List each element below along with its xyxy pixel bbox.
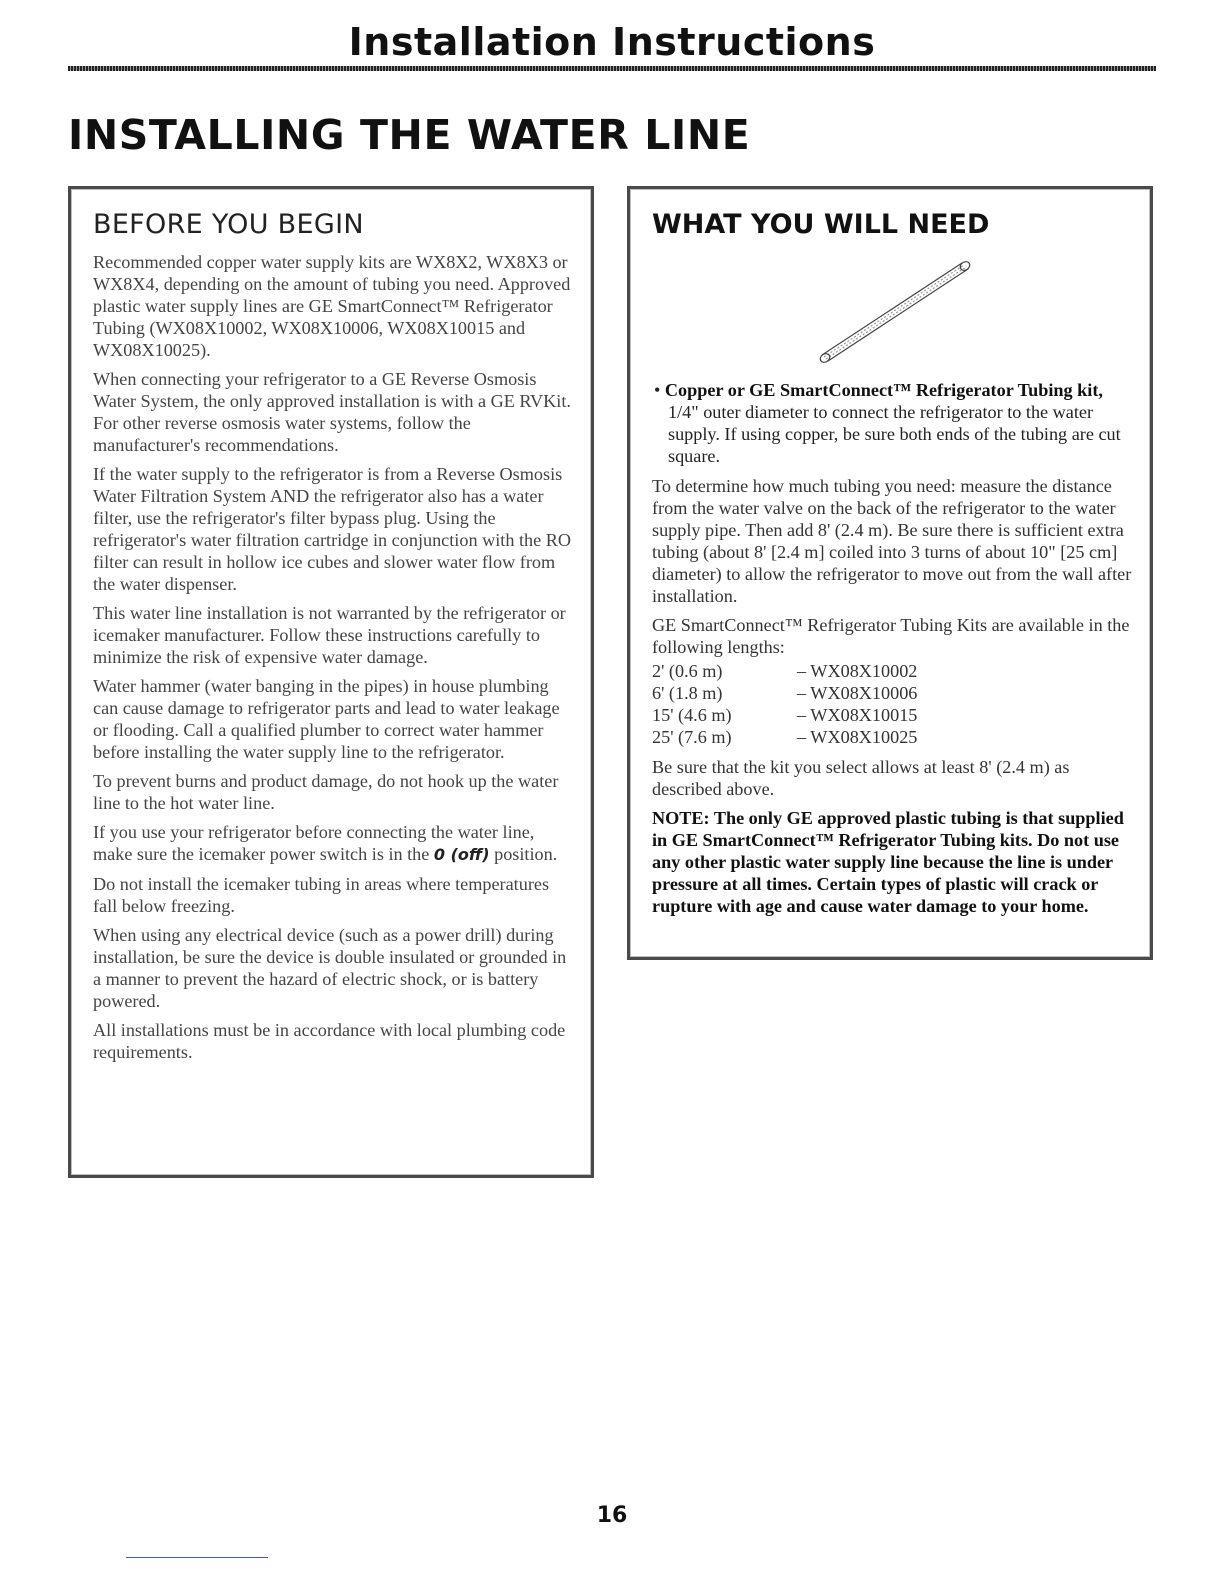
tubing-length: 6' (1.8 m) [652, 683, 723, 703]
off-position-label: 0 (off) [433, 845, 490, 864]
tubing-length: 2' (0.6 m) [652, 661, 723, 681]
before-paragraph-6: To prevent burns and product damage, do not hook up the water line to the hot water line. [93, 771, 559, 813]
before-paragraph-4: This water line installation is not warranted by the refrigerator or icemaker manufacturer. Follow these instructions carefully to minimize the risk of expensive water damage. [93, 603, 566, 667]
tubing-illustration-icon [812, 251, 982, 371]
footer-rule [126, 1557, 268, 1558]
tubing-kit-bullet-text: 1/4" outer diameter to connect the refrigerator to the water supply. If using copper, be sure both ends of the tubing are cut square. [668, 402, 1121, 466]
before-paragraph-7-end: position. [494, 844, 558, 864]
before-paragraph-3: If the water supply to the refrigerator is from a Reverse Osmosis Water Filtration System AND the refrigerator also has a water filter, use the refrigerator's filter bypass plug. Using the refrigerator's water filtration cartridge in conjunction with the RO filter can result in hollow ice cubes and slower water flow from the water dispenser. [93, 464, 572, 594]
plastic-tubing-note: NOTE: The only GE approved plastic tubing is that supplied in GE SmartConnect™ Refrigerator Tubing kits. Do not use any other plastic water supply line because the line is under pressure at all times. Certain types of plastic will crack or rupture with age and cause water damage to your home. [652, 808, 1124, 916]
what-you-will-need-box [627, 186, 1153, 960]
before-you-begin-box [68, 186, 594, 1178]
before-paragraph-7-text: If you use your refrigerator before connecting the water line, make sure the icemaker power switch is in the [93, 822, 535, 864]
before-paragraph-9: When using any electrical device (such as a power drill) during installation, be sure the device is double insulated or grounded in a manner to prevent the hazard of electric shock, or is battery powered. [93, 925, 567, 1011]
before-paragraph-1: Recommended copper water supply kits are WX8X2, WX8X3 or WX8X4, depending on the amount of tubing you need. Approved plastic water supply lines are GE SmartConnect™ Refrigerator Tubing (WX08X10002, WX08X10006, WX08X10015 and WX08X10025). [93, 252, 571, 360]
header-rule [68, 66, 1156, 71]
what-you-will-need-heading: WHAT YOU WILL NEED [652, 209, 990, 240]
header-title: Installation Instructions [348, 20, 876, 64]
need-paragraph-1: To determine how much tubing you need: measure the distance from the water valve on the back of the refrigerator to the water supply pipe. Then add 8' (2.4 m). Be sure there is sufficient extra tubing (about 8' [2.4 m] coiled into 3 turns of about 10" [25 cm] diameter) to allow the refrigerator to move out from the wall after installation. [652, 476, 1132, 606]
tubing-kit-bullet: • Copper or GE SmartConnect™ Refrigerator Tubing kit, 1/4" outer diameter to connect the refrigerator to the water supply. If using copper, be sure both ends of the tubing are cut square. [654, 380, 1121, 466]
before-you-begin-heading: BEFORE YOU BEGIN [93, 209, 364, 240]
tubing-part-number: – WX08X10015 [797, 705, 918, 725]
tubing-length: 25' (7.6 m) [652, 727, 732, 747]
before-paragraph-8: Do not install the icemaker tubing in areas where temperatures fall below freezing. [93, 874, 550, 916]
tubing-kit-bullet-bold: Copper or GE SmartConnect™ Refrigerator Tubing kit, [664, 380, 1103, 400]
tubing-lengths-list [652, 660, 1134, 748]
page-title: INSTALLING THE WATER LINE [68, 111, 751, 159]
list-item [652, 660, 1134, 682]
before-paragraph-7 [93, 821, 575, 866]
tubing-part-number: – WX08X10006 [797, 683, 918, 703]
page-number: 16 [596, 1503, 628, 1528]
before-paragraph-5: Water hammer (water banging in the pipes) in house plumbing can cause damage to refrigerator parts and lead to water leakage or flooding. Call a qualified plumber to correct water hammer before installing the water supply line to the refrigerator. [93, 676, 560, 762]
tubing-length: 15' (4.6 m) [652, 705, 732, 725]
tubing-part-number: – WX08X10002 [797, 661, 918, 681]
before-paragraph-2: When connecting your refrigerator to a GE Reverse Osmosis Water System, the only approved installation is with a GE RVKit. For other reverse osmosis water systems, follow the manufacturer's recommendations. [93, 369, 571, 455]
before-paragraph-10: All installations must be in accordance with local plumbing code requirements. [93, 1020, 566, 1062]
need-paragraph-3: Be sure that the kit you select allows at least 8' (2.4 m) as described above. [652, 757, 1070, 799]
list-item [652, 682, 1134, 704]
need-paragraph-2: GE SmartConnect™ Refrigerator Tubing Kits are available in the following lengths: [652, 615, 1130, 657]
tubing-part-number: – WX08X10025 [797, 727, 918, 747]
list-item [652, 726, 1134, 748]
list-item [652, 704, 1134, 726]
